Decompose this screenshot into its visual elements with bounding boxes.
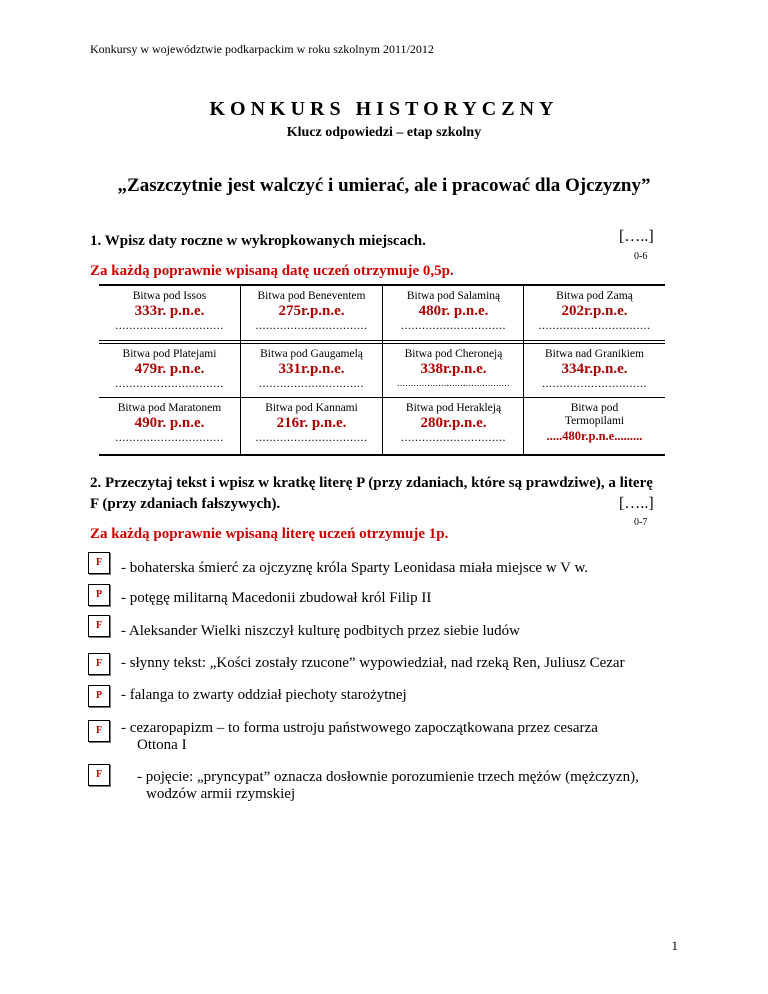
- answer-dots: ..............................: [401, 320, 506, 330]
- task1-points-range: 0-6: [634, 251, 648, 262]
- answer-box: F: [88, 653, 110, 675]
- battle-answer: 331r.p.n.e.: [278, 361, 345, 377]
- battle-name: Bitwa pod Platejami: [122, 348, 217, 360]
- battle-answer: .....480r.p.n.e.........: [546, 429, 643, 443]
- task2-title-line1: 2. Przeczytaj tekst i wpisz w kratkę literę P (przy zdaniach, które są prawdziwe), a literę: [90, 475, 653, 491]
- battle-name: Bitwa pod Cheroneją: [404, 348, 503, 360]
- answer-dots: ...............................: [115, 320, 224, 330]
- battle-cell: [241, 402, 382, 442]
- battle-cell: [383, 290, 524, 330]
- answer-dots: ...............................: [115, 378, 224, 388]
- answer-box: F: [88, 720, 110, 742]
- battle-name: Bitwa pod Herakleją: [405, 402, 502, 414]
- battle-cell: [99, 348, 240, 388]
- task1-scoring: Za każdą poprawnie wpisaną datę uczeń otrzymuje 0,5p.: [90, 263, 454, 279]
- battle-cell: [524, 402, 665, 445]
- battle-answer: 334r.p.n.e.: [561, 361, 628, 377]
- battle-answer: 280r.p.n.e.: [420, 415, 487, 431]
- battle-name: Bitwa pod Termopilami: [564, 402, 625, 427]
- statement-text: - cezaropapizm – to forma ustroju państwowego zapoczątkowana przez cesarza: [121, 720, 598, 736]
- page-number: 1: [671, 938, 678, 953]
- answer-box: P: [88, 584, 110, 606]
- task1-title: 1. Wpisz daty roczne w wykropkowanych miejscach.: [90, 233, 426, 249]
- battle-name: Bitwa pod Maratonem: [117, 402, 222, 414]
- battle-answer: 338r.p.n.e.: [420, 361, 487, 377]
- statement-text-cont: Ottona I: [137, 737, 187, 753]
- statement-text: - pojęcie: „pryncypat” oznacza dosłownie porozumienie trzech mężów (mężczyzn),: [137, 769, 639, 785]
- answer-dots: ................................: [255, 432, 368, 442]
- statement-text: - potęgę militarną Macedonii zbudował król Filip II: [121, 590, 432, 606]
- answer-dots: .........................................: [397, 378, 510, 388]
- battle-cell: [524, 348, 665, 388]
- battle-name: Bitwa pod Kannami: [265, 402, 358, 414]
- battle-name: Bitwa pod Zamą: [556, 290, 633, 302]
- battle-answer: 202r.p.n.e.: [561, 303, 628, 319]
- battle-name: Bitwa nad Granikiem: [544, 348, 644, 360]
- answer-dots: ................................: [538, 320, 651, 330]
- page-header: Konkursy w województwie podkarpackim w roku szkolnym 2011/2012: [90, 42, 434, 56]
- battle-cell: [383, 348, 524, 388]
- task2-title-line2: F (przy zdaniach fałszywych).: [90, 496, 281, 512]
- battle-cell: [241, 290, 382, 330]
- answer-box: F: [88, 615, 110, 637]
- battle-name: Bitwa pod Gaugamelą: [260, 348, 363, 360]
- answer-dots: ..............................: [542, 378, 647, 388]
- battle-answer: 216r. p.n.e.: [276, 415, 347, 431]
- answer-dots: ...............................: [115, 432, 224, 442]
- page-subtitle: Klucz odpowiedzi – etap szkolny: [286, 125, 482, 140]
- task2-points-box: […..]: [619, 495, 654, 512]
- statement-text: - Aleksander Wielki niszczył kulturę podbitych przez siebie ludów: [121, 623, 521, 639]
- battle-answer: 480r. p.n.e.: [418, 303, 489, 319]
- battle-cell: [241, 348, 382, 388]
- answer-dots: ................................: [255, 320, 368, 330]
- battle-answer: 490r. p.n.e.: [134, 415, 205, 431]
- answer-dots: ..............................: [401, 432, 506, 442]
- task2-points-range: 0-7: [634, 517, 648, 528]
- motto: „Zaszczytnie jest walczyć i umierać, ale i pracować dla Ojczyzny”: [117, 175, 651, 196]
- answer-box: P: [88, 685, 110, 707]
- battle-cell: [383, 402, 524, 442]
- task1-points-box: […..]: [619, 228, 654, 245]
- battle-answer: 479r. p.n.e.: [134, 361, 205, 377]
- answer-dots: ..............................: [259, 378, 364, 388]
- battle-answer-termopile: [524, 428, 665, 445]
- battle-answer: 333r. p.n.e.: [134, 303, 205, 319]
- battle-cell: [99, 402, 240, 442]
- statement-text: - słynny tekst: „Kości zostały rzucone” wypowiedział, nad rzeką Ren, Juliusz Cezar: [121, 655, 625, 671]
- statement-text: - falanga to zwarty oddział piechoty starożytnej: [121, 687, 407, 703]
- battle-answer: 275r.p.n.e.: [278, 303, 345, 319]
- task2-scoring: Za każdą poprawnie wpisaną literę uczeń otrzymuje 1p.: [90, 526, 449, 542]
- battle-name: Bitwa pod Beneventem: [257, 290, 366, 302]
- answer-box: F: [88, 764, 110, 786]
- page-title: KONKURS HISTORYCZNY: [209, 98, 559, 120]
- battle-cell: [524, 290, 665, 330]
- battle-name: Bitwa pod Salaminą: [406, 290, 501, 302]
- battle-table: [99, 284, 665, 456]
- battle-name: Bitwa pod Issos: [132, 290, 207, 302]
- answer-box: F: [88, 552, 110, 574]
- statement-text: - bohaterska śmierć za ojczyznę króla Sparty Leonidasa miała miejsce w V w.: [121, 560, 589, 576]
- battle-cell: [99, 290, 240, 330]
- statement-text-cont: wodzów armii rzymskiej: [146, 786, 296, 802]
